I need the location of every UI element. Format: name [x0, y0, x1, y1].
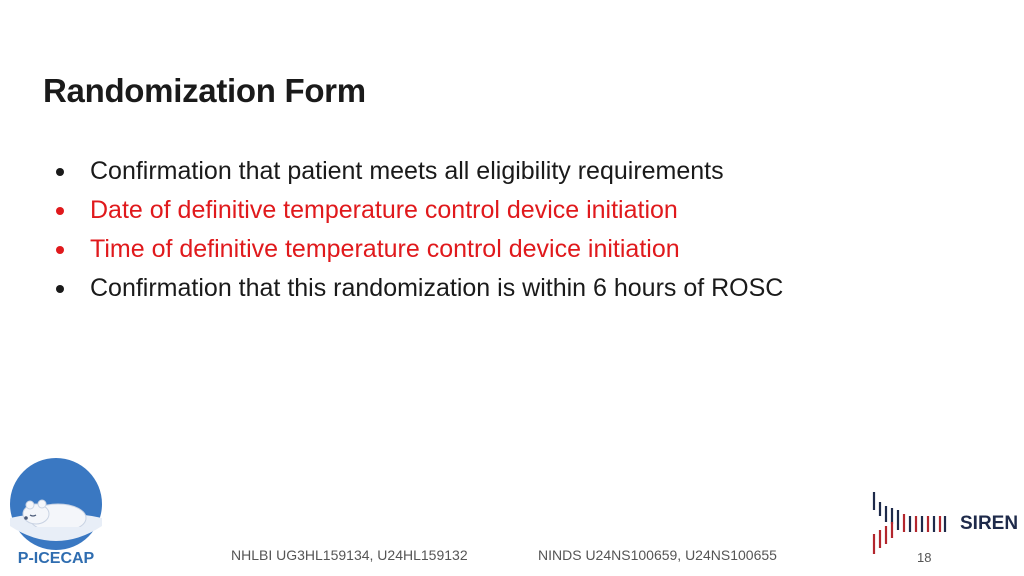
bullet-list [56, 152, 783, 308]
slide-title: Randomization Form [43, 72, 366, 109]
bullet-dot-icon [56, 246, 64, 254]
siren-logo-label: SIREN [960, 513, 1019, 534]
bullet-text: Confirmation that this randomization is within 6 hours of ROSC [90, 274, 784, 302]
ninds-grant-text: NINDS U24NS100659, U24NS100655 [538, 547, 777, 563]
bullet-dot-icon [56, 207, 64, 215]
bullet-item [56, 152, 783, 191]
bullet-dot-icon [56, 285, 64, 293]
picecap-logo-label: P-ICECAP [17, 550, 95, 567]
bullet-dot-icon [56, 168, 64, 176]
bullet-item [56, 191, 783, 230]
bullet-item [56, 269, 783, 308]
bullet-item [56, 230, 783, 269]
nhlbi-grant-text: NHLBI UG3HL159134, U24HL159132 [231, 547, 468, 563]
bullet-text: Time of definitive temperature control device initiation [90, 235, 680, 263]
bullet-text: Date of definitive temperature control device initiation [90, 196, 678, 224]
page-number: 18 [917, 550, 932, 565]
siren-bars-icon [866, 490, 952, 558]
bullet-text: Confirmation that patient meets all eligibility requirements [90, 157, 724, 185]
